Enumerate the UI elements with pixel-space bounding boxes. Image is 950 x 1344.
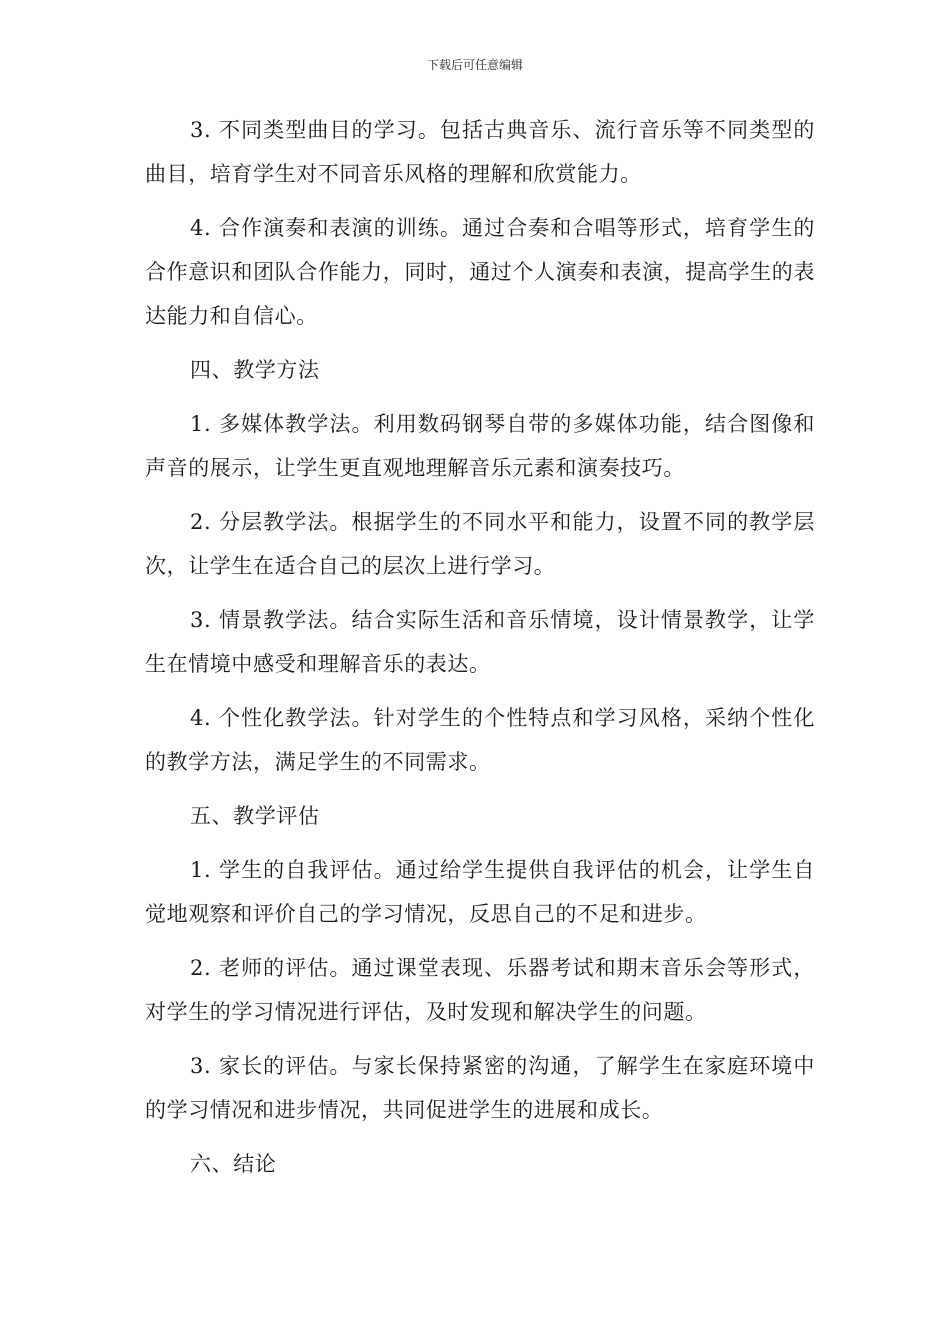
paragraph-method-4: 4. 个性化教学法。针对学生的个性特点和学习风格，采纳个性化的教学方法，满足学生的不同需求。 [145,706,815,774]
section-heading-teaching-methods: 四、教学方法 [190,358,320,382]
section-heading-teaching-evaluation: 五、教学评估 [190,804,320,828]
page-header: 下载后可任意编辑 [426,58,523,72]
section-heading-conclusion: 六、结论 [190,1152,277,1176]
paragraph-method-2: 2. 分层教学法。根据学生的不同水平和能力，设置不同的教学层次，让学生在适合自己的层次上进行学习。 [145,510,815,578]
paragraph-evaluation-1: 1. 学生的自我评估。通过给学生提供自我评估的机会，让学生自觉地观察和评价自己的学习情况，反思自己的不足和进步。 [145,858,815,926]
paragraph-evaluation-3: 3. 家长的评估。与家长保持紧密的沟通，了解学生在家庭环境中的学习情况和进步情况，共同促进学生的进展和成长。 [145,1054,815,1122]
paragraph-method-1: 1. 多媒体教学法。利用数码钢琴自带的多媒体功能，结合图像和声音的展示，让学生更直观地理解音乐元素和演奏技巧。 [145,412,815,480]
paragraph-method-3: 3. 情景教学法。结合实际生活和音乐情境，设计情景教学，让学生在情境中感受和理解音乐的表达。 [145,608,815,676]
paragraph-evaluation-2: 2. 老师的评估。通过课堂表现、乐器考试和期末音乐会等形式，对学生的学习情况进行评估，及时发现和解决学生的问题。 [145,956,815,1024]
paragraph-curriculum-item-3: 3. 不同类型曲目的学习。包括古典音乐、流行音乐等不同类型的曲目，培育学生对不同音乐风格的理解和欣赏能力。 [145,118,815,186]
paragraph-curriculum-item-4: 4. 合作演奏和表演的训练。通过合奏和合唱等形式，培育学生的合作意识和团队合作能力，同时，通过个人演奏和表演，提高学生的表达能力和自信心。 [145,216,815,328]
document-body [145,108,815,1196]
